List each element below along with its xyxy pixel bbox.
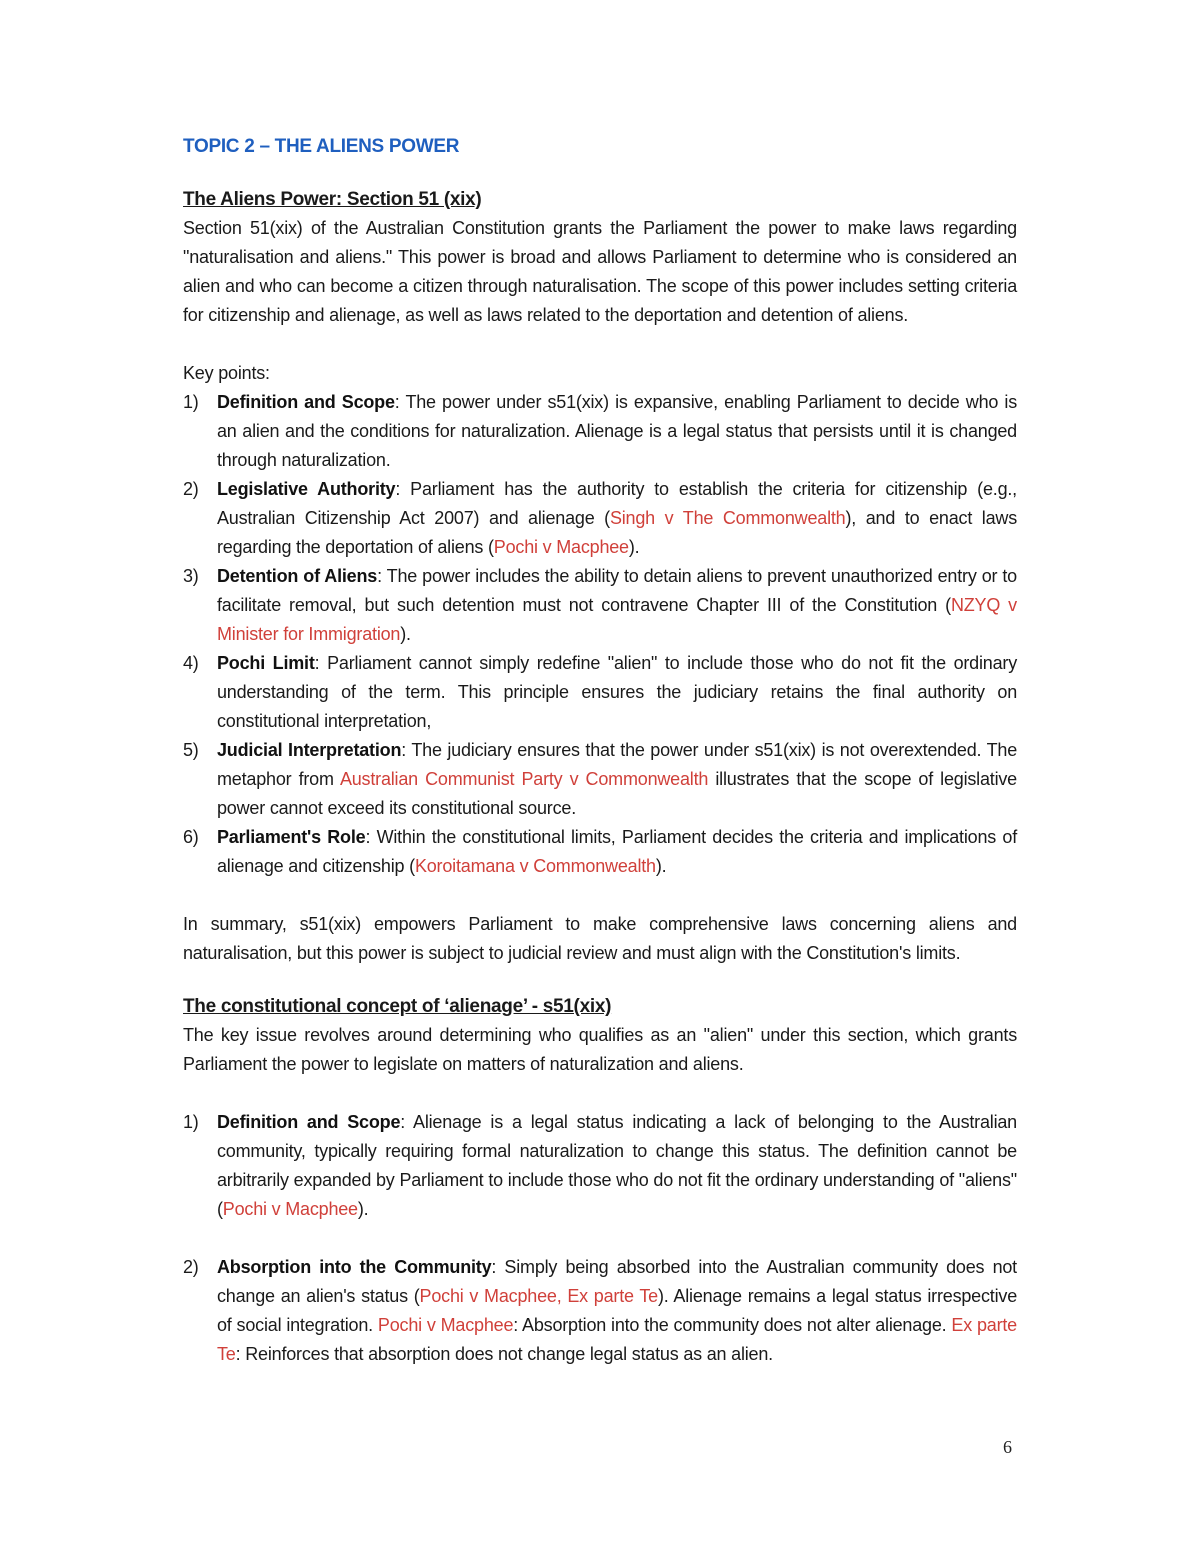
case-citation: Ex parte Te <box>217 1315 1017 1364</box>
case-citation: Pochi v Macphee, Ex parte Te <box>419 1286 658 1306</box>
key-points-list <box>183 388 1017 881</box>
list-item: 6) Parliament's Role: Within the constitutional limits, Parliament decides the criteria and implications of alienage and citizenship (Koroitamana v Commonwealth). <box>183 827 1017 876</box>
case-citation: NZYQ v Minister for Immigration <box>217 595 1017 644</box>
section2-intro: The key issue revolves around determining who qualifies as an "alien" under this section, which grants Parliament the power to legislate on matters of naturalization and aliens. <box>183 1025 1017 1074</box>
case-citation: Australian Communist Party v Commonwealth <box>339 769 709 789</box>
document-page <box>183 133 1017 1398</box>
list-item: 2) Legislative Authority: Parliament has the authority to establish the criteria for citizenship (e.g., Australian Citizenship Act 2007) and alienage (Singh v The Commonwealth), and to enact laws regarding the deportation of aliens (Pochi v Macphee). <box>183 479 1017 557</box>
case-citation: Pochi v Macphee <box>222 1199 358 1219</box>
list-item: 1) Definition and Scope: The power under s51(xix) is expansive, enabling Parliament to decide who is an alien and the conditions for naturalization. Alienage is a legal status that persists until it is changed through naturalization. <box>183 392 1017 470</box>
topic-title: TOPIC 2 – THE ALIENS POWER <box>183 136 460 157</box>
section-intro: Section 51(xix) of the Australian Constitution grants the Parliament the power to make laws regarding "naturalisation and aliens." This power is broad and allows Parliament to determine who is considered an alien and who can become a citizen through naturalisation. The scope of this power includes setting criteria for citizenship and alienage, as well as laws related to the deportation and detention of aliens. <box>183 218 1017 325</box>
case-citation: Singh v The Commonwealth <box>609 508 846 528</box>
list-item: 4) Pochi Limit: Parliament cannot simply redefine "alien" to include those who do not fit the ordinary understanding of the term. This principle ensures the judiciary retains the final authority on constitutional interpretation, <box>183 653 1017 731</box>
section-heading-aliens-power: The Aliens Power: Section 51 (xix) <box>183 189 482 210</box>
case-citation: Koroitamana v Commonwealth <box>414 856 656 876</box>
case-citation: Pochi v Macphee <box>493 537 629 557</box>
alienage-points-list <box>183 1108 1017 1369</box>
list-item: 5) Judicial Interpretation: The judiciary ensures that the power under s51(xix) is not overextended. The metaphor from Australian Communist Party v Commonwealth illustrates that the scope of legislative power cannot exceed its constitutional source. <box>183 740 1018 818</box>
list-item: 2) Absorption into the Community: Simply being absorbed into the Australian community does not change an alien's status (Pochi v Macphee, Ex parte Te). Alienage remains a legal status irrespective of social integration. Pochi v Macphee: Absorption into the community does not alter alienage. Ex parte Te: Reinforces that absorption does not change legal status as an alien. <box>183 1257 1018 1364</box>
summary-paragraph: In summary, s51(xix) empowers Parliament to make comprehensive laws concerning aliens and naturalisation, but this power is subject to judicial review and must align with the Constitution's limits. <box>183 914 1017 963</box>
list-item: 1) Definition and Scope: Alienage is a legal status indicating a lack of belonging to the Australian community, typically requiring formal naturalization to change this status. The definition cannot be arbitrarily expanded by Parliament to include those who do not fit the ordinary understanding of "aliens" (Pochi v Macphee). <box>183 1112 1017 1219</box>
case-citation: Pochi v Macphee <box>377 1315 514 1335</box>
section-heading-alienage: The constitutional concept of ‘alienage’ - s51(xix) <box>183 996 612 1017</box>
page-number: 6 <box>1003 1437 1012 1457</box>
list-item: 3) Detention of Aliens: The power includes the ability to detain aliens to prevent unauthorized entry or to facilitate removal, but such detention must not contravene Chapter III of the Constitution (NZYQ v Minister for Immigration). <box>183 566 1017 644</box>
key-points-label: Key points: <box>183 363 270 383</box>
